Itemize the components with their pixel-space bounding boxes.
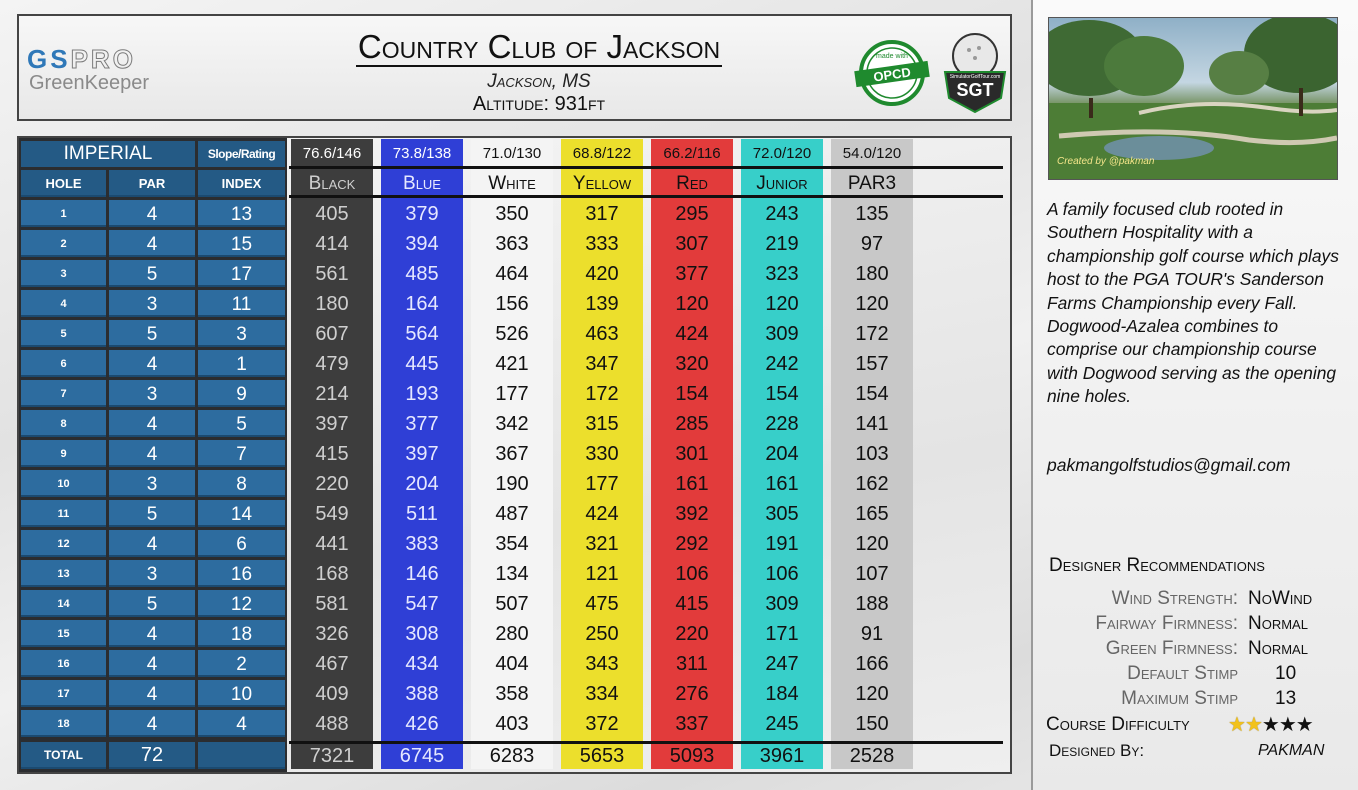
par-column-header: PAR — [109, 170, 195, 197]
red-hole-yardage: 392 — [675, 503, 709, 525]
hole-par: 4 — [109, 650, 195, 677]
red-hole-yardage: 276 — [675, 683, 709, 705]
hole-index: 17 — [198, 260, 285, 287]
hole-par: 5 — [109, 260, 195, 287]
hole-index: 5 — [198, 410, 285, 437]
difficulty-stars — [1228, 712, 1313, 736]
hole-par: 3 — [109, 470, 195, 497]
junior-hole-yardage: 309 — [765, 323, 799, 345]
hole-index: 13 — [198, 200, 285, 227]
black-hole-yardage: 488 — [315, 713, 349, 735]
hole-number: 4 — [21, 290, 106, 317]
par3-hole-yardage: 141 — [855, 413, 889, 435]
red-hole-yardage: 301 — [675, 443, 709, 465]
header-rule-bottom — [289, 195, 1003, 198]
junior-hole-yardage: 161 — [765, 473, 799, 495]
hole-number: 17 — [21, 680, 106, 707]
red-hole-yardage: 292 — [675, 533, 709, 555]
hole-index: 3 — [198, 320, 285, 347]
par3-tee-name: PAR3 — [847, 173, 897, 194]
junior-tee-rating: 72.0/120 — [741, 142, 823, 166]
black-hole-yardage: 581 — [315, 593, 349, 615]
black-hole-yardage: 561 — [315, 263, 349, 285]
hole-par: 3 — [109, 380, 195, 407]
hole-index: 18 — [198, 620, 285, 647]
hole-par: 3 — [109, 560, 195, 587]
recommendation-value: 13 — [1275, 688, 1297, 709]
hole-index: 14 — [198, 500, 285, 527]
opcd-badge-icon — [849, 38, 935, 108]
white-hole-yardage: 404 — [495, 653, 529, 675]
black-hole-yardage: 479 — [315, 353, 349, 375]
hole-index: 8 — [198, 470, 285, 497]
hole-number: 14 — [21, 590, 106, 617]
scorecard-header — [17, 14, 1012, 121]
blue-hole-yardage: 564 — [405, 323, 439, 345]
red-hole-yardage: 285 — [675, 413, 709, 435]
hole-number: 10 — [21, 470, 106, 497]
hole-index: 16 — [198, 560, 285, 587]
junior-hole-yardage: 106 — [765, 563, 799, 585]
hole-par: 4 — [109, 410, 195, 437]
course-photo — [1048, 17, 1338, 180]
blue-hole-yardage: 445 — [405, 353, 439, 375]
junior-hole-yardage: 242 — [765, 353, 799, 375]
junior-tee-name: Junior — [756, 173, 808, 194]
hole-number: 16 — [21, 650, 106, 677]
par3-hole-yardage: 165 — [855, 503, 889, 525]
hole-par: 5 — [109, 500, 195, 527]
blue-hole-yardage: 388 — [405, 683, 439, 705]
junior-hole-yardage: 204 — [765, 443, 799, 465]
junior-hole-yardage: 184 — [765, 683, 799, 705]
recommendation-label: Green Firmness: — [1105, 638, 1238, 659]
black-hole-yardage: 220 — [315, 473, 349, 495]
hole-index: 7 — [198, 440, 285, 467]
red-tee-name: Red — [676, 173, 708, 194]
hole-par: 5 — [109, 320, 195, 347]
black-hole-yardage: 214 — [315, 383, 349, 405]
yellow-hole-yardage: 333 — [585, 233, 619, 255]
red-hole-yardage: 120 — [675, 293, 709, 315]
junior-hole-yardage: 247 — [765, 653, 799, 675]
white-hole-yardage: 190 — [495, 473, 529, 495]
white-hole-yardage: 507 — [495, 593, 529, 615]
red-hole-yardage: 154 — [675, 383, 709, 405]
yellow-hole-yardage: 334 — [585, 683, 619, 705]
yellow-tee-name: Yellow — [572, 173, 632, 194]
par3-hole-yardage: 103 — [855, 443, 889, 465]
junior-hole-yardage: 305 — [765, 503, 799, 525]
yellow-hole-yardage: 177 — [585, 473, 619, 495]
black-total-yardage: 7321 — [309, 745, 355, 767]
junior-total-yardage: 3961 — [759, 745, 805, 767]
black-hole-yardage: 168 — [315, 563, 349, 585]
photo-credit: Created by @pakman — [1057, 156, 1155, 167]
red-hole-yardage: 295 — [675, 203, 709, 225]
hole-number: 18 — [21, 710, 106, 737]
par3-hole-yardage: 150 — [855, 713, 889, 735]
blue-hole-yardage: 377 — [405, 413, 439, 435]
sgt-badge-icon — [939, 28, 1011, 116]
recommendation-value: Normal — [1248, 638, 1308, 659]
black-hole-yardage: 441 — [315, 533, 349, 555]
junior-hole-yardage: 323 — [765, 263, 799, 285]
blue-tee-name: Blue — [403, 173, 441, 194]
recommendation-label: Fairway Firmness: — [1095, 613, 1238, 634]
svg-text:SGT: SGT — [956, 80, 994, 100]
yellow-hole-yardage: 330 — [585, 443, 619, 465]
junior-hole-yardage: 245 — [765, 713, 799, 735]
black-tee-name: Black — [308, 173, 356, 194]
red-tee-rating: 66.2/116 — [651, 142, 733, 166]
star-empty-icon: ★ — [1261, 712, 1279, 736]
par3-hole-yardage: 162 — [855, 473, 889, 495]
recommendation-value: 10 — [1275, 663, 1297, 684]
hole-index: 10 — [198, 680, 285, 707]
hole-number: 6 — [21, 350, 106, 377]
red-hole-yardage: 106 — [675, 563, 709, 585]
yellow-hole-yardage: 347 — [585, 353, 619, 375]
svg-text:OPCD: OPCD — [872, 64, 912, 85]
par3-hole-yardage: 97 — [860, 233, 884, 255]
black-hole-yardage: 415 — [315, 443, 349, 465]
par3-hole-yardage: 157 — [855, 353, 889, 375]
white-hole-yardage: 421 — [495, 353, 529, 375]
hole-index: 4 — [198, 710, 285, 737]
course-altitude: Altitude: 931ft — [472, 93, 606, 115]
hole-par: 5 — [109, 590, 195, 617]
red-hole-yardage: 377 — [675, 263, 709, 285]
yellow-hole-yardage: 372 — [585, 713, 619, 735]
junior-hole-yardage: 219 — [765, 233, 799, 255]
hole-par: 3 — [109, 290, 195, 317]
red-hole-yardage: 307 — [675, 233, 709, 255]
red-total-yardage: 5093 — [669, 745, 715, 767]
black-hole-yardage: 467 — [315, 653, 349, 675]
par3-hole-yardage: 135 — [855, 203, 889, 225]
recommendation-label: Wind Strength: — [1111, 588, 1238, 609]
blue-hole-yardage: 379 — [405, 203, 439, 225]
hole-par: 4 — [109, 620, 195, 647]
yellow-hole-yardage: 463 — [585, 323, 619, 345]
difficulty-label: Course Difficulty — [1046, 714, 1190, 735]
junior-hole-yardage: 228 — [765, 413, 799, 435]
star-empty-icon: ★ — [1295, 712, 1313, 736]
star-filled-icon: ★ — [1228, 712, 1245, 736]
designer-name: PAKMAN — [1258, 742, 1325, 759]
black-hole-yardage: 414 — [315, 233, 349, 255]
recommendation-label: Maximum Stimp — [1121, 688, 1238, 709]
star-empty-icon: ★ — [1278, 712, 1296, 736]
yellow-hole-yardage: 121 — [585, 563, 619, 585]
yellow-hole-yardage: 315 — [585, 413, 619, 435]
par3-total-yardage: 2528 — [849, 745, 895, 767]
hole-index: 15 — [198, 230, 285, 257]
hole-par: 4 — [109, 530, 195, 557]
slope-rating-label: Slope/Rating — [198, 141, 285, 167]
recommendation-label: Default Stimp — [1127, 663, 1238, 684]
hole-par: 4 — [109, 440, 195, 467]
hole-par: 4 — [109, 680, 195, 707]
blue-hole-yardage: 193 — [405, 383, 439, 405]
hole-par: 4 — [109, 200, 195, 227]
junior-hole-yardage: 154 — [765, 383, 799, 405]
hole-par: 4 — [109, 710, 195, 737]
recommendations-title: Designer Recommendations — [1049, 555, 1265, 576]
white-hole-yardage: 280 — [495, 623, 529, 645]
yellow-hole-yardage: 139 — [585, 293, 619, 315]
white-tee-rating: 71.0/130 — [471, 142, 553, 166]
white-hole-yardage: 134 — [495, 563, 529, 585]
blue-hole-yardage: 485 — [405, 263, 439, 285]
course-description: A family focused club rooted in Southern Hospitality with a championship golf course which plays host to the PGA TOUR's Sanderson Farms Championship every Fall. Dogwood-Azalea combines to comprise our championship course with Dogwood serving as the opening nine holes. — [1047, 199, 1339, 407]
white-hole-yardage: 487 — [495, 503, 529, 525]
white-hole-yardage: 350 — [495, 203, 529, 225]
hole-column-header: HOLE — [21, 170, 106, 197]
hole-index: 6 — [198, 530, 285, 557]
par3-hole-yardage: 180 — [855, 263, 889, 285]
white-hole-yardage: 342 — [495, 413, 529, 435]
junior-hole-yardage: 120 — [765, 293, 799, 315]
hole-index: 2 — [198, 650, 285, 677]
white-total-yardage: 6283 — [489, 745, 535, 767]
yellow-hole-yardage: 475 — [585, 593, 619, 615]
blue-hole-yardage: 511 — [406, 503, 438, 525]
blue-hole-yardage: 394 — [405, 233, 439, 255]
junior-hole-yardage: 243 — [765, 203, 799, 225]
yellow-hole-yardage: 172 — [585, 383, 619, 405]
hole-number: 2 — [21, 230, 106, 257]
yellow-hole-yardage: 317 — [585, 203, 619, 225]
white-hole-yardage: 464 — [495, 263, 529, 285]
blue-tee-rating: 73.8/138 — [381, 142, 463, 166]
white-hole-yardage: 403 — [495, 713, 529, 735]
white-hole-yardage: 526 — [495, 323, 529, 345]
svg-text:SimulatorGolfTour.com: SimulatorGolfTour.com — [949, 74, 1001, 80]
yellow-hole-yardage: 343 — [585, 653, 619, 675]
contact-email[interactable]: pakmangolfstudios@gmail.com — [1047, 455, 1291, 475]
hole-number: 7 — [21, 380, 106, 407]
total-rule — [289, 741, 1003, 744]
hole-number: 8 — [21, 410, 106, 437]
white-hole-yardage: 177 — [495, 383, 529, 405]
recommendation-value: NoWind — [1248, 588, 1313, 609]
yellow-tee-rating: 68.8/122 — [561, 142, 643, 166]
junior-hole-yardage: 171 — [765, 623, 799, 645]
blue-hole-yardage: 146 — [405, 563, 439, 585]
junior-hole-yardage: 191 — [765, 533, 799, 555]
white-tee-name: White — [488, 173, 536, 194]
total-index-blank — [198, 742, 285, 769]
yellow-hole-yardage: 420 — [585, 263, 619, 285]
black-hole-yardage: 607 — [315, 323, 349, 345]
black-hole-yardage: 405 — [315, 203, 349, 225]
black-tee-rating: 76.6/146 — [291, 142, 373, 166]
par3-hole-yardage: 172 — [855, 323, 889, 345]
par3-hole-yardage: 120 — [855, 683, 889, 705]
blue-hole-yardage: 204 — [405, 473, 439, 495]
course-location: Jackson, MS — [487, 71, 591, 92]
white-hole-yardage: 354 — [495, 533, 529, 555]
blue-total-yardage: 6745 — [399, 745, 445, 767]
blue-hole-yardage: 397 — [405, 443, 439, 465]
white-hole-yardage: 156 — [495, 293, 529, 315]
greenkeeper-logo: GreenKeeper — [29, 72, 150, 94]
par3-hole-yardage: 107 — [855, 563, 889, 585]
red-hole-yardage: 311 — [676, 653, 708, 675]
red-hole-yardage: 337 — [675, 713, 709, 735]
black-hole-yardage: 397 — [315, 413, 349, 435]
par3-hole-yardage: 188 — [855, 593, 889, 615]
header-rule-top — [289, 166, 1003, 169]
hole-number: 12 — [21, 530, 106, 557]
blue-hole-yardage: 547 — [405, 593, 439, 615]
par3-hole-yardage: 154 — [855, 383, 889, 405]
units-label: IMPERIAL — [21, 141, 195, 167]
par3-hole-yardage: 120 — [855, 533, 889, 555]
blue-hole-yardage: 434 — [405, 653, 439, 675]
hole-number: 5 — [21, 320, 106, 347]
hole-index: 1 — [198, 350, 285, 377]
svg-text:made with: made with — [876, 53, 908, 60]
course-title: Country Club of Jackson — [357, 28, 721, 65]
recommendation-value: Normal — [1248, 613, 1308, 634]
white-hole-yardage: 363 — [495, 233, 529, 255]
yellow-hole-yardage: 250 — [585, 623, 619, 645]
black-hole-yardage: 326 — [315, 623, 349, 645]
black-hole-yardage: 549 — [315, 503, 349, 525]
hole-number: 13 — [21, 560, 106, 587]
red-hole-yardage: 424 — [675, 323, 709, 345]
white-hole-yardage: 367 — [495, 443, 529, 465]
red-hole-yardage: 220 — [675, 623, 709, 645]
gspro-logo: GSPRO — [27, 44, 136, 74]
blue-hole-yardage: 308 — [405, 623, 439, 645]
blue-hole-yardage: 426 — [405, 713, 439, 735]
blue-hole-yardage: 164 — [405, 293, 439, 315]
red-hole-yardage: 320 — [675, 353, 709, 375]
black-hole-yardage: 180 — [315, 293, 349, 315]
star-filled-icon: ★ — [1244, 712, 1262, 736]
total-par: 72 — [109, 742, 195, 769]
hole-index: 11 — [198, 290, 285, 317]
par3-hole-yardage: 91 — [860, 623, 884, 645]
hole-index: 12 — [198, 590, 285, 617]
total-label: TOTAL — [21, 742, 106, 769]
black-hole-yardage: 409 — [315, 683, 349, 705]
blue-hole-yardage: 383 — [405, 533, 439, 555]
designed-by-label: Designed By: — [1049, 741, 1145, 760]
yellow-hole-yardage: 321 — [585, 533, 619, 555]
hole-par: 4 — [109, 350, 195, 377]
par3-tee-rating: 54.0/120 — [831, 142, 913, 166]
hole-number: 3 — [21, 260, 106, 287]
hole-number: 9 — [21, 440, 106, 467]
red-hole-yardage: 161 — [675, 473, 709, 495]
yellow-hole-yardage: 424 — [585, 503, 619, 525]
index-column-header: INDEX — [198, 170, 285, 197]
hole-number: 1 — [21, 200, 106, 227]
red-hole-yardage: 415 — [675, 593, 709, 615]
white-hole-yardage: 358 — [495, 683, 529, 705]
hole-index: 9 — [198, 380, 285, 407]
hole-number: 11 — [21, 500, 106, 527]
par3-hole-yardage: 166 — [855, 653, 889, 675]
hole-par: 4 — [109, 230, 195, 257]
hole-number: 15 — [21, 620, 106, 647]
par3-hole-yardage: 120 — [855, 293, 889, 315]
yellow-total-yardage: 5653 — [579, 745, 625, 767]
junior-hole-yardage: 309 — [765, 593, 799, 615]
